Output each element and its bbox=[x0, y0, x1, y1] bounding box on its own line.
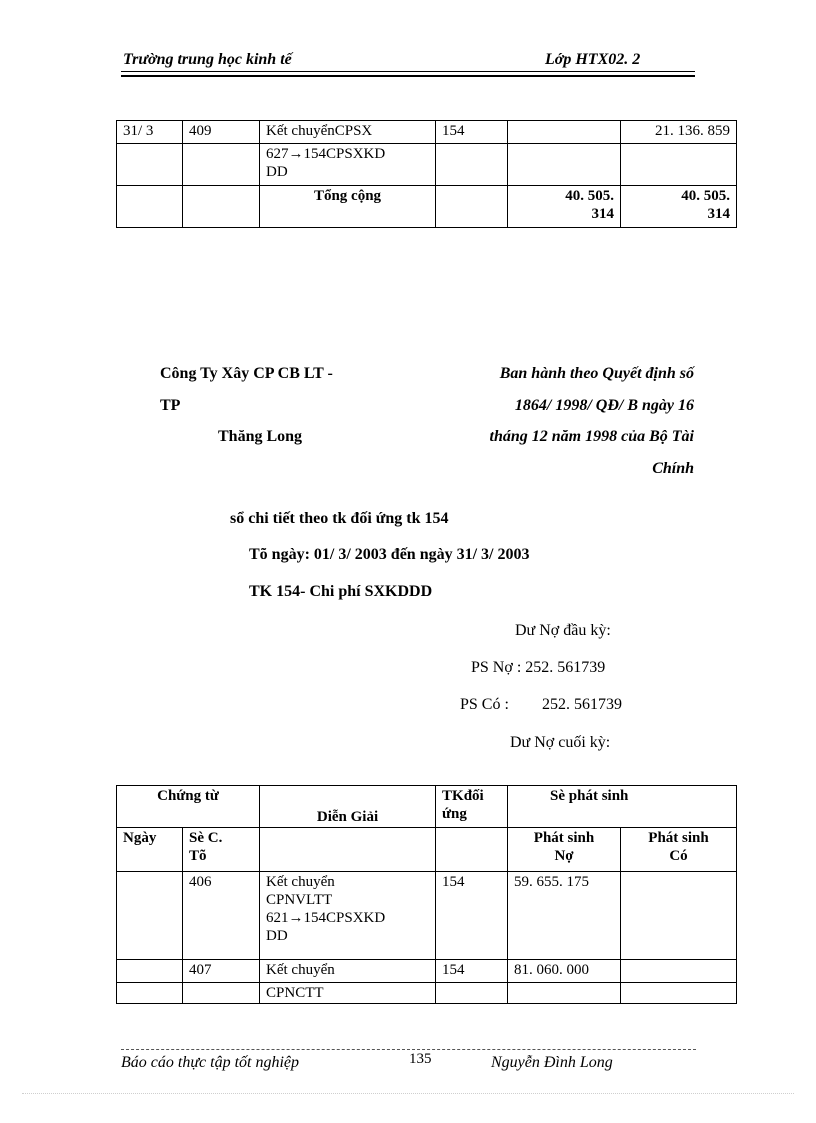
col-header-description: Diễn Giải bbox=[260, 786, 436, 828]
col-header-voucher-no: Sè C. Tõ bbox=[183, 828, 260, 872]
cell-voucher bbox=[183, 186, 260, 228]
col-header-voucher: Chứng từ bbox=[117, 786, 260, 828]
cell-description: Kết chuyển CPNVLTT 621→154CPSXKD DD bbox=[260, 872, 436, 960]
total-credit: 40. 505. 314 bbox=[621, 186, 737, 228]
ps-credit-label: PS Có : bbox=[460, 696, 509, 713]
col-header-date: Ngày bbox=[117, 828, 183, 872]
cell-date bbox=[117, 960, 183, 983]
ps-debit: PS Nợ : 252. 561739 bbox=[471, 659, 606, 676]
cell-account bbox=[436, 983, 508, 1004]
cell-account bbox=[436, 144, 508, 186]
cell-debit bbox=[508, 144, 621, 186]
footer-rule bbox=[121, 1049, 696, 1050]
header-school: Trường trung học kinh tế bbox=[123, 51, 292, 68]
col-header-empty bbox=[436, 828, 508, 872]
table-subheader-row bbox=[117, 828, 737, 872]
decree-line-4: Chính bbox=[652, 460, 694, 477]
header-class: Lớp HTX02. 2 bbox=[545, 51, 641, 68]
cell-voucher: 409 bbox=[183, 121, 260, 144]
ledger-account: TK 154- Chi phí SXKDDD bbox=[249, 583, 433, 600]
decree-line-2: 1864/ 1998/ QĐ/ B ngày 16 bbox=[514, 397, 694, 414]
decree-line-3: tháng 12 năm 1998 của Bộ Tài bbox=[489, 428, 694, 445]
cell-account bbox=[436, 186, 508, 228]
table-row-total bbox=[117, 186, 737, 228]
company-city: TP bbox=[160, 397, 181, 414]
cell-credit bbox=[621, 144, 737, 186]
table-row bbox=[117, 983, 737, 1004]
cell-credit bbox=[621, 872, 737, 960]
total-debit: 40. 505. 314 bbox=[508, 186, 621, 228]
ps-credit-value: 252. 561739 bbox=[542, 696, 622, 713]
cell-debit: 59. 655. 175 bbox=[508, 872, 621, 960]
cell-description: Kết chuyển bbox=[260, 960, 436, 983]
cell-description: Kết chuyểnCPSX bbox=[260, 121, 436, 144]
cell-date bbox=[117, 186, 183, 228]
cell-debit bbox=[508, 983, 621, 1004]
total-label: Tổng cộng bbox=[260, 186, 436, 228]
cell-voucher: 406 bbox=[183, 872, 260, 960]
ledger-table bbox=[116, 785, 737, 1004]
cell-account: 154 bbox=[436, 872, 508, 960]
table-row bbox=[117, 121, 737, 144]
cell-debit bbox=[508, 121, 621, 144]
col-header-credit: Phát sinh Có bbox=[621, 828, 737, 872]
cell-description: 627→154CPSXKD DD bbox=[260, 144, 436, 186]
page-number: 135 bbox=[409, 1051, 432, 1067]
opening-balance-label: Dư Nợ đầu kỳ: bbox=[515, 622, 611, 639]
cell-voucher bbox=[183, 983, 260, 1004]
closing-balance-label: Dư Nợ cuối kỳ: bbox=[510, 734, 611, 751]
ledger-period: Tõ ngày: 01/ 3/ 2003 đến ngày 31/ 3/ 2003 bbox=[249, 546, 530, 563]
header-rule-thick bbox=[121, 75, 695, 77]
table-row bbox=[117, 144, 737, 186]
col-header-debit: Phát sinh Nợ bbox=[508, 828, 621, 872]
table-row bbox=[117, 960, 737, 983]
cell-voucher bbox=[183, 144, 260, 186]
cell-credit bbox=[621, 960, 737, 983]
cell-date bbox=[117, 144, 183, 186]
footer-report-title: Báo cáo thực tập tốt nghiệp bbox=[121, 1054, 300, 1071]
decree-line-1: Ban hành theo Quyết định số bbox=[499, 365, 694, 382]
cell-voucher: 407 bbox=[183, 960, 260, 983]
cell-account: 154 bbox=[436, 121, 508, 144]
footer-author: Nguyễn Đình Long bbox=[491, 1054, 613, 1071]
cell-date bbox=[117, 872, 183, 960]
cell-account: 154 bbox=[436, 960, 508, 983]
cell-date bbox=[117, 983, 183, 1004]
cell-description: CPNCTT bbox=[260, 983, 436, 1004]
cell-credit bbox=[621, 983, 737, 1004]
ledger-title: sổ chi tiết theo tk đối ứng tk 154 bbox=[230, 510, 449, 527]
header-rule bbox=[121, 71, 695, 72]
page-bottom-rule bbox=[22, 1093, 794, 1094]
col-header-account: TKđối ứng bbox=[436, 786, 508, 828]
company-name: Công Ty Xây CP CB LT - bbox=[160, 365, 333, 382]
col-header-amount: Sè phát sinh bbox=[508, 786, 737, 828]
table-row bbox=[117, 872, 737, 960]
cell-date: 31/ 3 bbox=[117, 121, 183, 144]
col-header-empty bbox=[260, 828, 436, 872]
table-header-row bbox=[117, 786, 737, 828]
cell-debit: 81. 060. 000 bbox=[508, 960, 621, 983]
top-table bbox=[116, 120, 737, 228]
company-location: Thăng Long bbox=[218, 428, 303, 445]
cell-credit: 21. 136. 859 bbox=[621, 121, 737, 144]
